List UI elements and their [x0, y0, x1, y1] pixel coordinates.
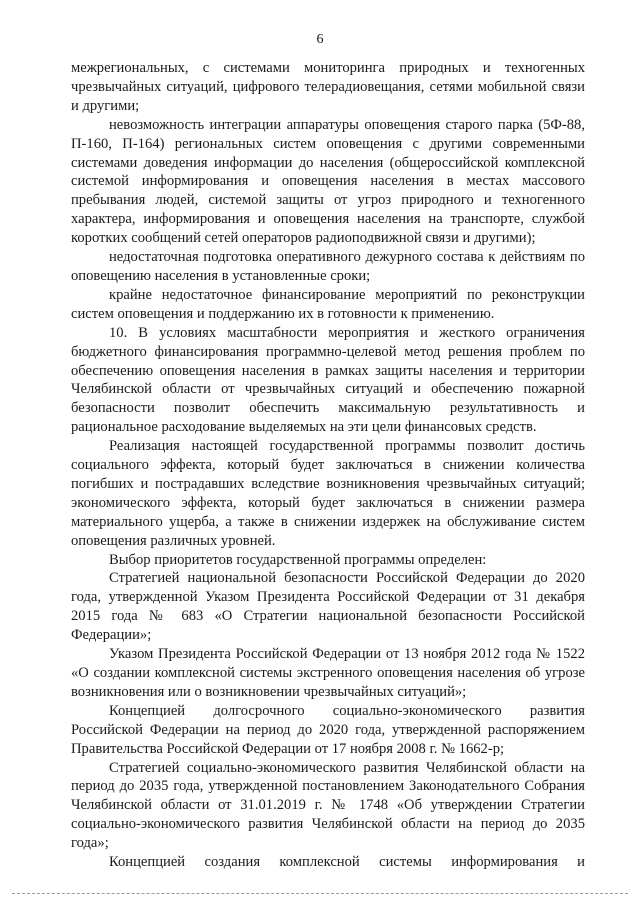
paragraph-development-concept: Концепцией долгосрочного социально-экономического развития Российской Федерации на период до 2020 года, утвержденной распоряжением Правительства Российской Федерации от 17 ноября 2008 г. № 1662-р; — [71, 702, 585, 757]
document-body — [71, 59, 585, 872]
bottom-scan-edge — [12, 893, 628, 894]
paragraph-priorities-intro: Выбор приоритетов государственной программы определен: — [109, 551, 487, 568]
paragraph-presidential-decree: Указом Президента Российской Федерации от 13 ноября 2012 года № 1522 «О создании комплексной системы экстренного оповещения населения об угрозе возникновения или о возникновении чрезвычайных ситуаций»; — [71, 646, 585, 700]
paragraph-continued-list-item: межрегиональных, с системами мониторинга природных и техногенных чрезвычайных ситуаций, цифрового телерадиовещания, сетями мобильной связи и другими; — [71, 60, 585, 114]
paragraph-regional-strategy: Стратегией социально-экономического развития Челябинской области на период до 2035 года, утвержденной постановлением Законодательного Собрания Челябинской области от 31.01.2019 г. № 1748 «Об утверждении Стратегии социально-экономического развития Челябинской области на период до 2035 года»; — [71, 759, 585, 852]
paragraph-section-10: 10. В условиях масштабности мероприятия и жесткого ограничения бюджетного финансирования программно-целевой метод решения проблем по обеспечению оповещения населения в рамках защиты населения и территории Челябинской области от чрезвычайных ситуаций и обеспечению пожарной безопасности позволит обеспечить максимальную результативность и рациональное расходование выделяемых на эти цели финансовых средств. — [71, 324, 585, 436]
paragraph-concept-complex-system: Концепцией создания комплексной системы информирования и — [109, 854, 585, 871]
paragraph-program-effect: Реализация настоящей государственной программы позволит достичь социального эффекта, который будет заключаться в снижении количества погибших и пострадавших вследствие возникновения чрезвычайных ситуаций; экономического эффекта, который будет заключаться в снижении размера материального ущерба, а также в снижении издержек на обслуживание систем оповещения различных уровней. — [71, 438, 585, 549]
page-number: 6 — [316, 32, 324, 47]
paragraph-list-item-integration: невозможность интеграции аппаратуры оповещения старого парка (5Ф-88, П-160, П-164) региональных систем оповещения с другими современными системами доведения информации до населения (общероссийской комплексной системой информирования и оповещения населения в местах массового пребывания людей, системой защиты от угроз природного и техногенного характера, информирования и оповещения населения на транспорте, службой коротких сообщений сетей операторов радиоподвижной связи и другими); — [71, 116, 585, 247]
paragraph-national-security-strategy: Стратегией национальной безопасности Российской Федерации до 2020 года, утвержденной Указом Президента Российской Федерации от 31 декабря 2015 года № 683 «О Стратегии национальной безопасности Российской Федерации»; — [71, 570, 585, 644]
paragraph-list-item-training: недостаточная подготовка оперативного дежурного состава к действиям по оповещению населения в установленные сроки; — [71, 249, 585, 284]
paragraph-list-item-financing: крайне недостаточное финансирование мероприятий по реконструкции систем оповещения и поддержанию их в готовности к применению. — [71, 286, 585, 322]
